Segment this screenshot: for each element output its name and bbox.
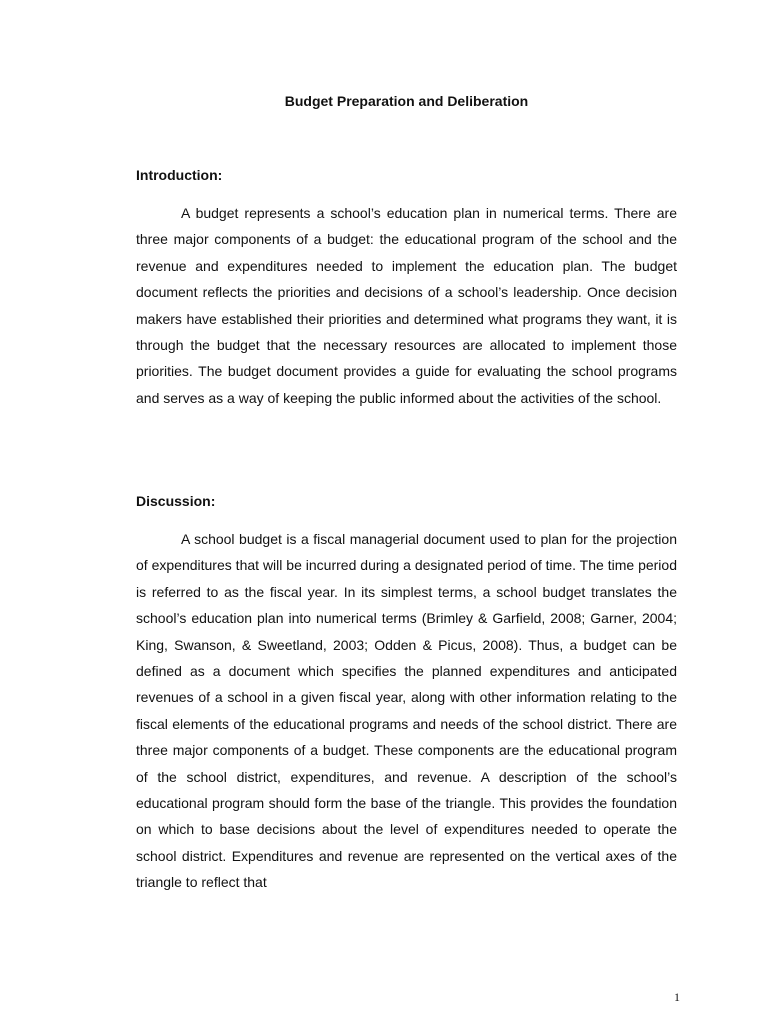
- section-heading-discussion: Discussion:: [136, 493, 216, 509]
- section-heading-introduction: Introduction:: [136, 167, 223, 183]
- discussion-paragraph: A school budget is a fiscal managerial document used to plan for the projection of expenditures that will be incurred during a designated period of time. The time period is referred to as the fiscal year. In its simplest terms, a school budget translates the school’s education plan into numerical terms (Brimley & Garfield, 2008; Garner, 2004; King, Swanson, & Sweetland, 2003; Odden & Picus, 2008). Thus, a budget can be defined as a document which specifies the planned expenditures and anticipated revenues of a school in a given fiscal year, along with other information relating to the fiscal elements of the educational programs and needs of the school district. There are three major components of a budget. These components are the educational program of the school district, expenditures, and revenue. A description of the school’s educational program should form the base of the triangle. This provides the foundation on which to base decisions about the level of expenditures needed to operate the school district. Expenditures and revenue are represented on the vertical axes of the triangle to reflect that: [136, 531, 677, 891]
- document-title: Budget Preparation and Deliberation: [284, 93, 529, 109]
- page-number: 1: [674, 990, 680, 1004]
- introduction-paragraph: A budget represents a school’s education plan in numerical terms. There are three major components of a budget: the educational program of the school and the revenue and expenditures needed to implement the education plan. The budget document reflects the priorities and decisions of a school’s leadership. Once decision makers have established their priorities and determined what programs they want, it is through the budget that the necessary resources are allocated to implement those priorities. The budget document provides a guide for evaluating the school programs and serves as a way of keeping the public informed about the activities of the school.: [136, 205, 677, 406]
